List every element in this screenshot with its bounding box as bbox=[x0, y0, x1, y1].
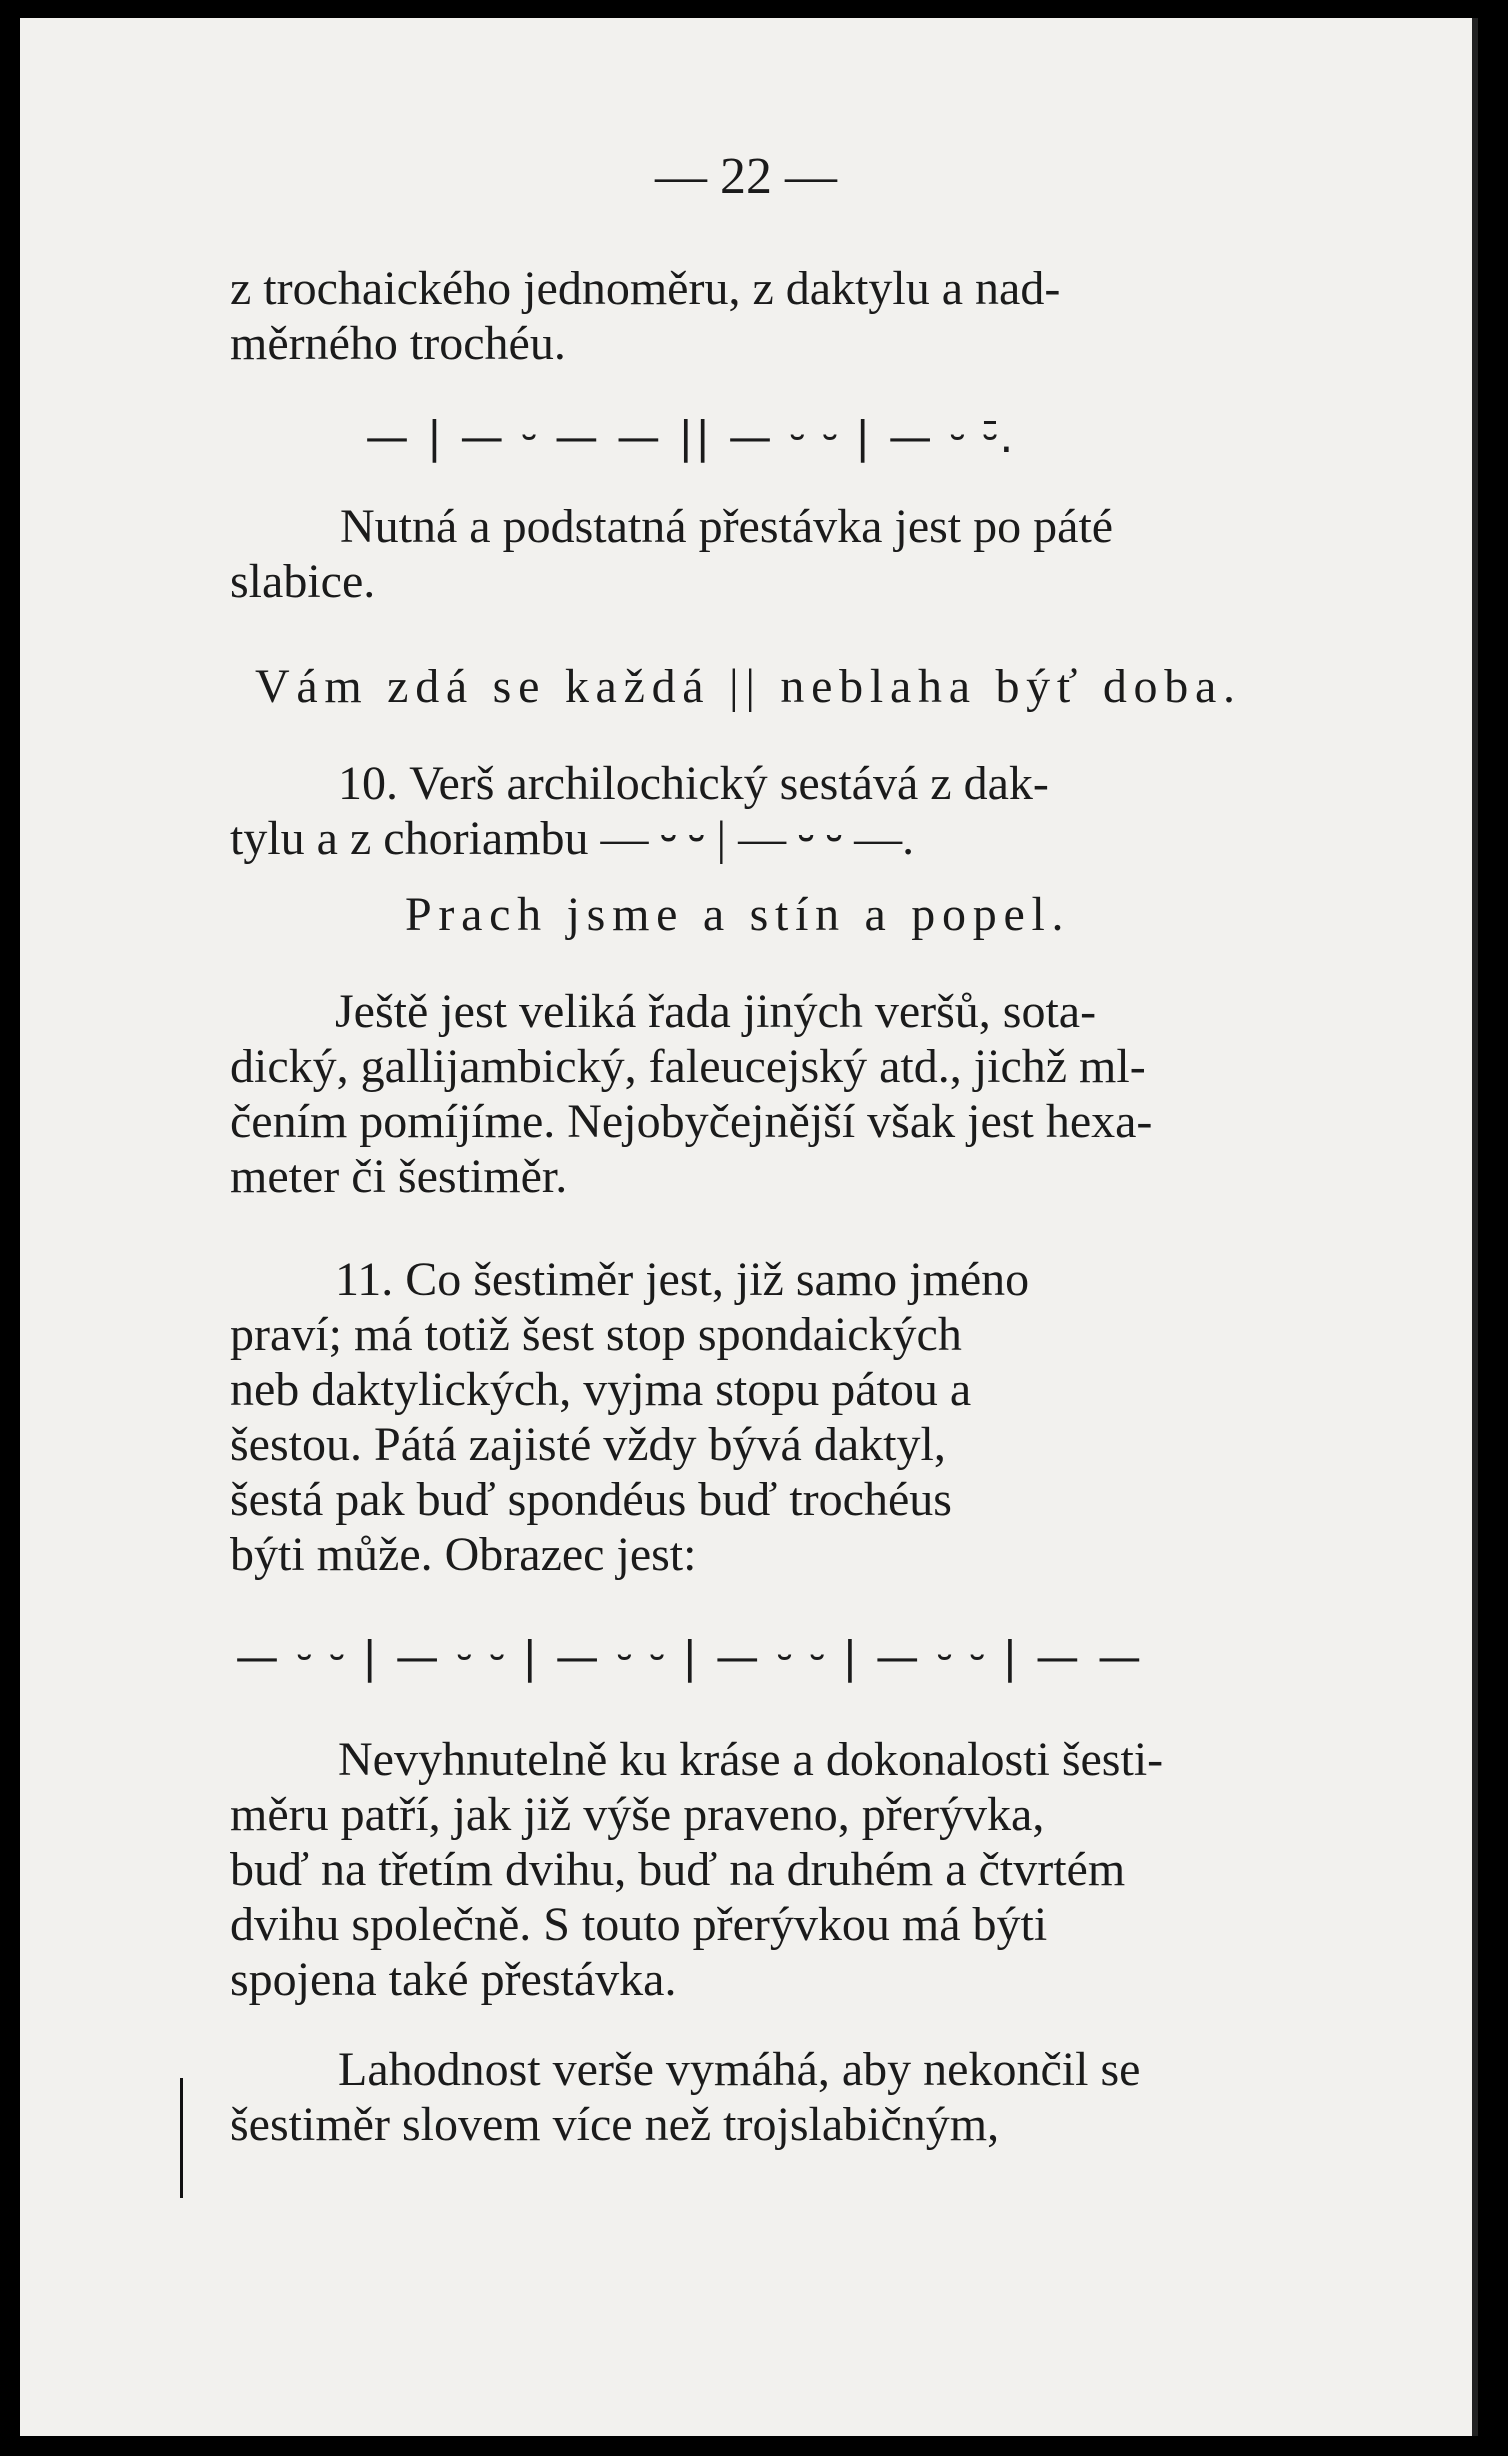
text-line: buď na třetím dvihu, buď na druhém a čtvrtém bbox=[230, 1843, 1126, 1896]
text-line: meter či šestiměr. bbox=[230, 1150, 568, 1203]
text-line: šestou. Pátá zajisté vždy bývá daktyl, bbox=[230, 1418, 946, 1471]
text-line: dický, gallijambický, faleucejský atd., jichž ml- bbox=[230, 1040, 1146, 1093]
meter-scheme: — | — ⏑ — — || — ⏑ ⏑ | — ⏑ ⏑̄. bbox=[365, 412, 1016, 463]
text-line: tylu a z choriambu — ⏑ ⏑ | — ⏑ ⏑ —. bbox=[230, 812, 915, 865]
text-line: 11. Co šestiměr jest, již samo jméno bbox=[335, 1253, 1030, 1306]
text-line: Lahodnost verše vymáhá, aby nekončil se bbox=[338, 2043, 1141, 2096]
text-line: šestá pak buď spondéus buď trochéus bbox=[230, 1473, 952, 1526]
text-line: býti může. Obrazec jest: bbox=[230, 1528, 697, 1581]
text-line: 10. Verš archilochický sestává z dak- bbox=[338, 757, 1049, 810]
page-number: — 22 — bbox=[655, 148, 837, 205]
text-line: šestiměr slovem více než trojslabičným, bbox=[230, 2098, 1000, 2151]
text-line: Nutná a podstatná přestávka jest po páté bbox=[340, 500, 1114, 553]
verse-example: Vám zdá se každá || neblaha býť doba. bbox=[255, 660, 1242, 713]
text-line: Nevyhnutelně ku kráse a dokonalosti šesti- bbox=[338, 1733, 1164, 1786]
text-line: praví; má totiž šest stop spondaických bbox=[230, 1308, 962, 1361]
text-line: Ještě jest veliká řada jiných veršů, sota- bbox=[335, 985, 1097, 1038]
text-line: spojena také přestávka. bbox=[230, 1953, 677, 2006]
text-line: měrného trochéu. bbox=[230, 317, 566, 370]
text-line: dvihu společně. S touto přerývkou má býti bbox=[230, 1898, 1048, 1951]
scan-mark bbox=[180, 2078, 183, 2198]
book-page bbox=[20, 18, 1478, 2436]
text-line: měru patří, jak již výše praveno, přerývka, bbox=[230, 1788, 1045, 1841]
verse-example: Prach jsme a stín a popel. bbox=[405, 888, 1071, 941]
text-line: z trochaického jednoměru, z daktylu a nad- bbox=[230, 262, 1061, 315]
text-line: neb daktylických, vyjma stopu pátou a bbox=[230, 1363, 972, 1416]
text-line: čením pomíjíme. Nejobyčejnější však jest hexa- bbox=[230, 1095, 1153, 1148]
text-line: slabice. bbox=[230, 555, 376, 608]
meter-scheme: — ⏑ ⏑ | — ⏑ ⏑ | — ⏑ ⏑ | — ⏑ ⏑ | — ⏑ ⏑ | — — bbox=[235, 1632, 1144, 1683]
